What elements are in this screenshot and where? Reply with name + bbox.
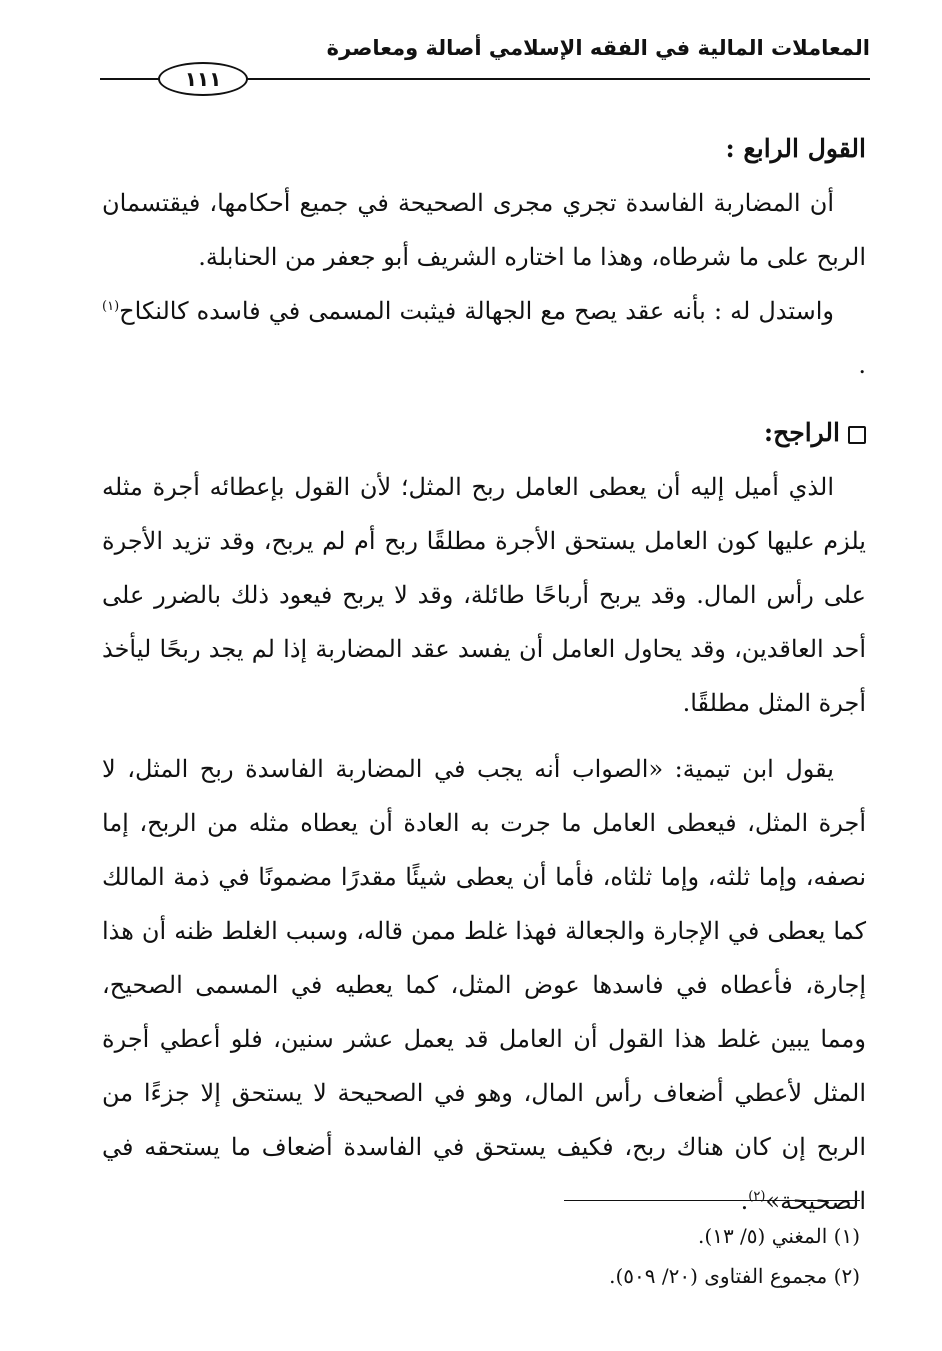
- paragraph-evidence: [102, 284, 866, 392]
- square-bullet-icon: [848, 426, 866, 444]
- footnote-ref-1: (١): [102, 299, 120, 314]
- evidence-text: واستدل له : بأنه عقد يصح مع الجهالة فيثبت المسمى في فاسده كالنكاح: [119, 297, 834, 325]
- section-heading-preferred: [102, 406, 866, 460]
- footnote-ref-2: (٢): [748, 1189, 766, 1204]
- footnote-2: (٢) مجموع الفتاوى (٢٠/ ٥٠٩).: [609, 1264, 860, 1288]
- quote-end: .: [740, 1187, 749, 1215]
- preferred-heading-label: الراجح:: [763, 418, 840, 447]
- section-heading-fourth-opinion: القول الرابع :: [725, 134, 866, 163]
- paragraph-preferred: الذي أميل إليه أن يعطى العامل ربح المثل؛ لأن القول بإعطائه أجرة مثله يلزم عليها كون العامل يستحق الأجرة مطلقًا ربح أم لم يربح، وقد تزيد الأجرة على رأس المال. وقد يربح أرباحًا طائلة، وقد لا يربح فيعود ذلك بالضرر على أحد العاقدين، وقد يحاول العامل أن يفسد عقد المضاربة إذا لم يجد ربحًا ليأخذ أجرة المثل مطلقًا.: [102, 473, 866, 717]
- paragraph-ibn-taymiyyah-quote: [102, 742, 866, 1228]
- footnote-separator: [564, 1200, 860, 1201]
- evidence-end: .: [858, 351, 866, 379]
- running-title: المعاملات المالية في الفقه الإسلامي أصالة ومعاصرة: [326, 36, 870, 60]
- footnote-1: (١) المغني (٥/ ١٣).: [698, 1224, 860, 1248]
- page-number: ١١١: [158, 62, 248, 96]
- footnotes: [100, 1216, 860, 1296]
- quote-text: يقول ابن تيمية: «الصواب أنه يجب في المضاربة الفاسدة ربح المثل، لا أجرة المثل، فيعطى العامل ما جرت به العادة أن يعطاه مثله من الربح، إما نصفه، وإما ثلثه، وإما ثلثاه، فأما أن يعطى شيئًا مقدرًا مضمونًا في ذمة المالك كما يعطى في الإجارة والجعالة فهذا غلط ممن قاله، وسبب الغلط ظنه أن هذا إجارة، فأعطاه في فاسدها عوض المثل، كما يعطيه في المسمى الصحيح، ومما يبين غلط هذا القول أن العامل قد يعمل عشر سنين، فلو أعطي أجرة المثل لأعطي أضعاف رأس المال، وهو في الصحيحة لا يستحق إلا جزءًا من الربح إن كان هناك ربح، فكيف يستحق في الفاسدة أضعاف ما يستحقه في الصحيحة»: [102, 755, 866, 1215]
- paragraph-fourth-opinion: أن المضاربة الفاسدة تجري مجرى الصحيحة في جميع أحكامها، فيقتسمان الربح على ما شرطاه، وهذا ما اختاره الشريف أبو جعفر من الحنابلة.: [102, 189, 866, 271]
- body-text: [102, 122, 866, 1228]
